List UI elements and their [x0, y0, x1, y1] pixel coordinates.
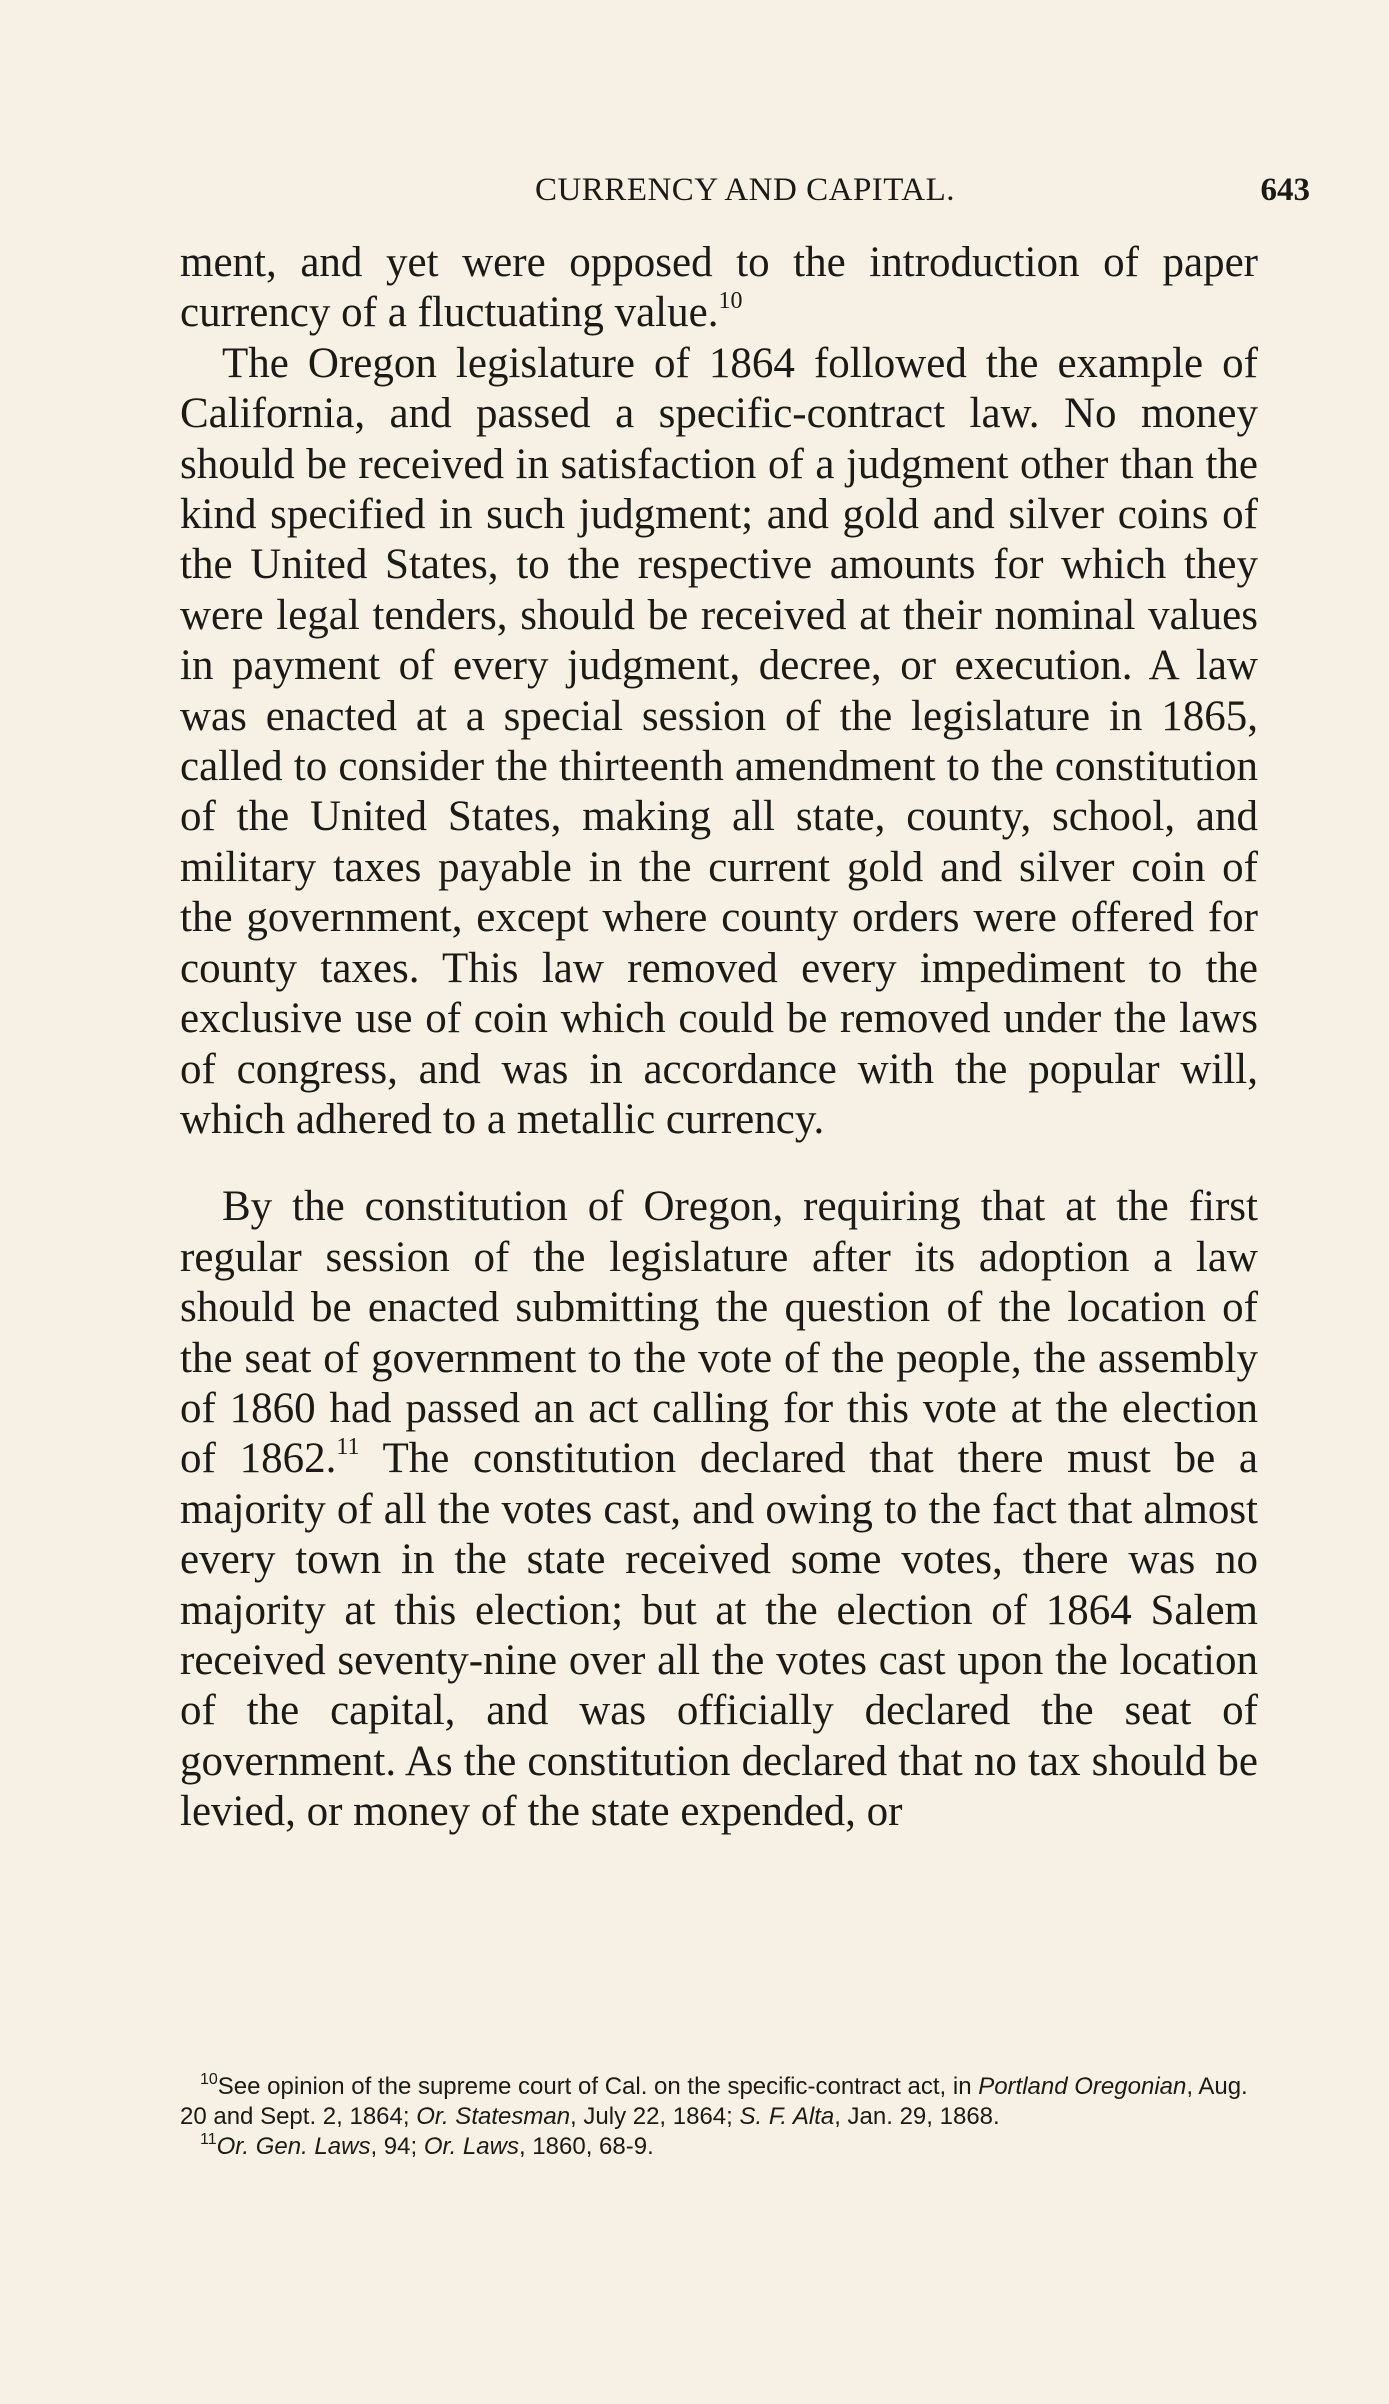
footnote-10: [180, 2072, 1255, 2132]
footnote-11-publication-b: Or. Laws: [423, 2133, 519, 2160]
running-title: CURRENCY AND CAPITAL.: [534, 172, 956, 208]
footnote-11: [180, 2132, 1255, 2162]
footnote-10-publication-b: Or. Statesman: [416, 2103, 571, 2130]
footnote-11-text-b: , 1860, 68-9.: [518, 2133, 654, 2160]
running-header: [180, 172, 1310, 212]
footnote-10-text-d: , Jan. 29, 1868.: [834, 2103, 1000, 2130]
footnote-10-text-c: , July 22, 1864;: [570, 2103, 740, 2130]
footnote-ref-10[interactable]: 10: [718, 288, 743, 315]
paragraph-2-text: The Oregon legislature of 1864 followed the example of California, and passed a specific-contract law. No money should be received in satisfaction of a judgment other than the kind specified in such judgment; and gold and silver coins of the United States, to the respective amounts for which they were legal tenders, should be received at their nominal values in payment of every judgment, decree, or execution. A law was enacted at a special session of the legislature in 1865, called to consider the thirteenth amendment to the constitution of the United States, making all state, county, school, and military taxes payable in the current gold and silver coin of the government, except where county orders were offered for county taxes. This law removed every impediment to the exclusive use of coin which could be removed under the laws of congress, and was in accordance with the popular will, which adhered to a metallic currency.: [180, 339, 1258, 1143]
footnote-11-publication-a: Or. Gen. Laws: [216, 2133, 371, 2160]
footnote-10-text-a: See opinion of the supreme court of Cal. on the specific-contract act, in: [217, 2073, 979, 2100]
body-text: [180, 238, 1258, 1838]
paragraph-3-text-a: By the constitution of Oregon, requiring that at the first regular session of the legislature after its adoption a law should be enacted submitting the question of the location of the seat of government to the vote of the people, the assembly of 1860 had passed an act calling for this vote at the election of 1862.: [180, 1183, 1258, 1483]
paragraph-3: [180, 1182, 1258, 1837]
paragraph-1: [180, 238, 1258, 339]
paragraph-2: [180, 339, 1258, 1146]
footnote-ref-11[interactable]: 11: [336, 1434, 360, 1461]
footnote-10-text-b: , Aug. 20 and Sept. 2, 1864;: [180, 2073, 1248, 2130]
page-number: 643: [1260, 172, 1310, 208]
footnote-10-publication-a: Portland Oregonian: [978, 2073, 1187, 2100]
footnote-11-marker: 11: [200, 2131, 217, 2148]
paragraph-3-text-b: The constitution declared that there must be a majority of all the votes cast, and owing to the fact that almost every town in the state received some votes, there was no majority at this election; but at the election of 1864 Salem received seventy-nine over all the votes cast upon the location of the capital, and was officially declared the seat of government. As the constitution declared that no tax should be levied, or money of the state expended, or: [180, 1435, 1259, 1836]
paragraph-1-text: ment, and yet were opposed to the introduction of paper currency of a fluctuating value.: [180, 239, 1258, 337]
footnote-10-publication-c: S. F. Alta: [739, 2103, 835, 2130]
footnote-10-marker: 10: [200, 2071, 218, 2088]
footnote-11-text-a: , 94;: [370, 2133, 424, 2160]
footnotes: [180, 2072, 1255, 2162]
